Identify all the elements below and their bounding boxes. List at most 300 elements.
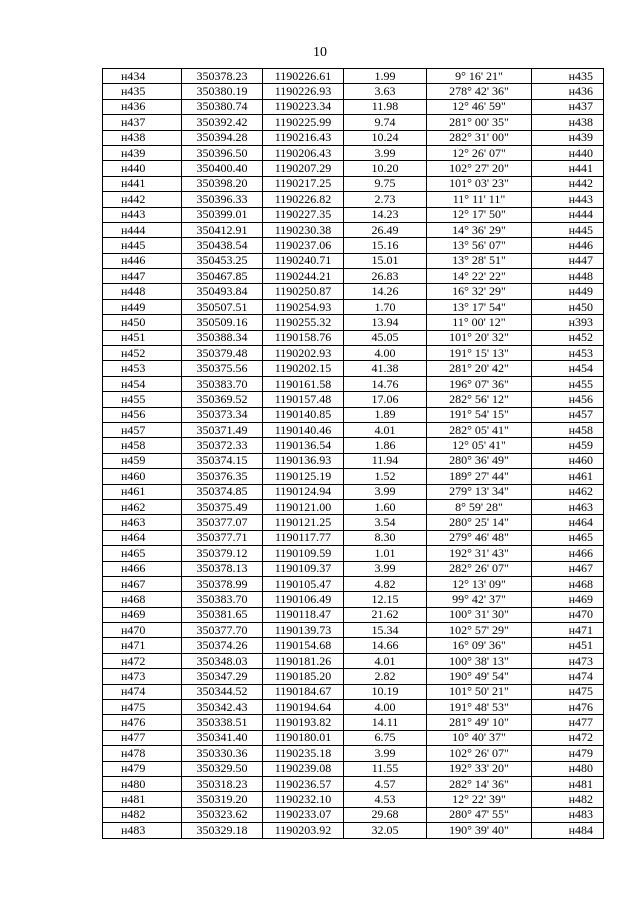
point-from-cell: н470	[103, 623, 182, 638]
point-to-cell: н440	[532, 145, 604, 160]
x-coordinate-cell: 350398.20	[182, 176, 263, 191]
x-coordinate-cell: 350493.84	[182, 284, 263, 299]
direction-angle-cell: 281° 20' 42"	[427, 361, 532, 376]
direction-angle-cell: 16° 32' 29"	[427, 284, 532, 299]
direction-angle-cell: 100° 38' 13"	[427, 653, 532, 668]
point-to-cell: н453	[532, 346, 604, 361]
table-row	[103, 84, 604, 99]
point-from-cell: н435	[103, 84, 182, 99]
length-cell: 29.68	[344, 807, 427, 822]
y-coordinate-cell: 1190226.82	[263, 192, 344, 207]
table-row	[103, 238, 604, 253]
direction-angle-cell: 101° 50' 21"	[427, 684, 532, 699]
y-coordinate-cell: 1190139.73	[263, 623, 344, 638]
direction-angle-cell: 192° 33' 20"	[427, 761, 532, 776]
length-cell: 6.75	[344, 730, 427, 745]
table-row	[103, 315, 604, 330]
x-coordinate-cell: 350396.33	[182, 192, 263, 207]
point-from-cell: н441	[103, 176, 182, 191]
x-coordinate-cell: 350374.85	[182, 484, 263, 499]
point-from-cell: н459	[103, 453, 182, 468]
point-from-cell: н434	[103, 69, 182, 84]
point-from-cell: н481	[103, 792, 182, 807]
length-cell: 17.06	[344, 392, 427, 407]
y-coordinate-cell: 1190140.46	[263, 422, 344, 437]
direction-angle-cell: 13° 28' 51"	[427, 253, 532, 268]
x-coordinate-cell: 350369.52	[182, 392, 263, 407]
direction-angle-cell: 282° 14' 36"	[427, 776, 532, 791]
point-from-cell: н473	[103, 669, 182, 684]
x-coordinate-cell: 350375.49	[182, 499, 263, 514]
table-row	[103, 130, 604, 145]
x-coordinate-cell: 350329.18	[182, 823, 263, 838]
table-row	[103, 700, 604, 715]
table-row	[103, 253, 604, 268]
table-row	[103, 161, 604, 176]
point-to-cell: н463	[532, 499, 604, 514]
table-row	[103, 269, 604, 284]
length-cell: 26.49	[344, 222, 427, 237]
table-row	[103, 499, 604, 514]
direction-angle-cell: 196° 07' 36"	[427, 376, 532, 391]
direction-angle-cell: 190° 39' 40"	[427, 823, 532, 838]
direction-angle-cell: 102° 26' 07"	[427, 746, 532, 761]
length-cell: 11.55	[344, 761, 427, 776]
x-coordinate-cell: 350507.51	[182, 299, 263, 314]
direction-angle-cell: 12° 05' 41"	[427, 438, 532, 453]
point-to-cell: н449	[532, 284, 604, 299]
y-coordinate-cell: 1190109.37	[263, 561, 344, 576]
length-cell: 4.00	[344, 346, 427, 361]
y-coordinate-cell: 1190225.99	[263, 115, 344, 130]
point-to-cell: н476	[532, 700, 604, 715]
point-to-cell: н457	[532, 407, 604, 422]
y-coordinate-cell: 1190157.48	[263, 392, 344, 407]
point-to-cell: н454	[532, 361, 604, 376]
direction-angle-cell: 13° 17' 54"	[427, 299, 532, 314]
direction-angle-cell: 280° 25' 14"	[427, 515, 532, 530]
direction-angle-cell: 278° 42' 36"	[427, 84, 532, 99]
x-coordinate-cell: 350374.26	[182, 638, 263, 653]
y-coordinate-cell: 1190202.93	[263, 346, 344, 361]
point-from-cell: н465	[103, 546, 182, 561]
length-cell: 3.99	[344, 746, 427, 761]
length-cell: 14.66	[344, 638, 427, 653]
y-coordinate-cell: 1190254.93	[263, 299, 344, 314]
point-from-cell: н483	[103, 823, 182, 838]
point-from-cell: н469	[103, 607, 182, 622]
length-cell: 14.76	[344, 376, 427, 391]
length-cell: 15.34	[344, 623, 427, 638]
point-to-cell: н474	[532, 669, 604, 684]
table-row	[103, 607, 604, 622]
x-coordinate-cell: 350380.19	[182, 84, 263, 99]
direction-angle-cell: 282° 56' 12"	[427, 392, 532, 407]
point-to-cell: н441	[532, 161, 604, 176]
y-coordinate-cell: 1190124.94	[263, 484, 344, 499]
direction-angle-cell: 99° 42' 37"	[427, 592, 532, 607]
point-from-cell: н454	[103, 376, 182, 391]
direction-angle-cell: 12° 17' 50"	[427, 207, 532, 222]
table-row	[103, 376, 604, 391]
x-coordinate-cell: 350383.70	[182, 376, 263, 391]
length-cell: 9.75	[344, 176, 427, 191]
x-coordinate-cell: 350380.74	[182, 99, 263, 114]
point-from-cell: н457	[103, 422, 182, 437]
x-coordinate-cell: 350383.70	[182, 592, 263, 607]
point-to-cell: н444	[532, 207, 604, 222]
x-coordinate-cell: 350319.20	[182, 792, 263, 807]
direction-angle-cell: 13° 56' 07"	[427, 238, 532, 253]
x-coordinate-cell: 350329.50	[182, 761, 263, 776]
point-to-cell: н435	[532, 69, 604, 84]
point-from-cell: н442	[103, 192, 182, 207]
x-coordinate-cell: 350467.85	[182, 269, 263, 284]
x-coordinate-cell: 350348.03	[182, 653, 263, 668]
table-row	[103, 422, 604, 437]
length-cell: 4.57	[344, 776, 427, 791]
y-coordinate-cell: 1190217.25	[263, 176, 344, 191]
x-coordinate-cell: 350392.42	[182, 115, 263, 130]
y-coordinate-cell: 1190240.71	[263, 253, 344, 268]
y-coordinate-cell: 1190180.01	[263, 730, 344, 745]
point-to-cell: н481	[532, 776, 604, 791]
length-cell: 3.63	[344, 84, 427, 99]
direction-angle-cell: 191° 54' 15"	[427, 407, 532, 422]
point-from-cell: н478	[103, 746, 182, 761]
direction-angle-cell: 12° 26' 07"	[427, 145, 532, 160]
table-row	[103, 346, 604, 361]
table-row	[103, 361, 604, 376]
point-to-cell: н472	[532, 730, 604, 745]
point-to-cell: н469	[532, 592, 604, 607]
x-coordinate-cell: 350347.29	[182, 669, 263, 684]
table-row	[103, 392, 604, 407]
length-cell: 4.82	[344, 576, 427, 591]
x-coordinate-cell: 350509.16	[182, 315, 263, 330]
x-coordinate-cell: 350399.01	[182, 207, 263, 222]
x-coordinate-cell: 350377.07	[182, 515, 263, 530]
y-coordinate-cell: 1190255.32	[263, 315, 344, 330]
point-to-cell: н461	[532, 469, 604, 484]
x-coordinate-cell: 350388.34	[182, 330, 263, 345]
y-coordinate-cell: 1190193.82	[263, 715, 344, 730]
point-to-cell: н437	[532, 99, 604, 114]
point-from-cell: н471	[103, 638, 182, 653]
y-coordinate-cell: 1190250.87	[263, 284, 344, 299]
coordinates-table-body	[103, 69, 604, 839]
length-cell: 15.01	[344, 253, 427, 268]
direction-angle-cell: 102° 27' 20"	[427, 161, 532, 176]
x-coordinate-cell: 350379.48	[182, 346, 263, 361]
direction-angle-cell: 11° 11' 11"	[427, 192, 532, 207]
length-cell: 1.86	[344, 438, 427, 453]
point-to-cell: н465	[532, 530, 604, 545]
x-coordinate-cell: 350412.91	[182, 222, 263, 237]
table-row	[103, 530, 604, 545]
table-row	[103, 669, 604, 684]
point-from-cell: н438	[103, 130, 182, 145]
length-cell: 4.01	[344, 653, 427, 668]
point-from-cell: н453	[103, 361, 182, 376]
table-row	[103, 484, 604, 499]
point-to-cell: н464	[532, 515, 604, 530]
point-from-cell: н462	[103, 499, 182, 514]
length-cell: 4.53	[344, 792, 427, 807]
point-to-cell: н479	[532, 746, 604, 761]
length-cell: 10.24	[344, 130, 427, 145]
table-row	[103, 730, 604, 745]
point-from-cell: н436	[103, 99, 182, 114]
direction-angle-cell: 279° 13' 34"	[427, 484, 532, 499]
x-coordinate-cell: 350330.36	[182, 746, 263, 761]
y-coordinate-cell: 1190121.00	[263, 499, 344, 514]
table-row	[103, 192, 604, 207]
point-from-cell: н480	[103, 776, 182, 791]
y-coordinate-cell: 1190226.61	[263, 69, 344, 84]
point-from-cell: н446	[103, 253, 182, 268]
direction-angle-cell: 8° 59' 28"	[427, 499, 532, 514]
direction-angle-cell: 9° 16' 21"	[427, 69, 532, 84]
x-coordinate-cell: 350377.71	[182, 530, 263, 545]
length-cell: 3.99	[344, 145, 427, 160]
point-to-cell: н448	[532, 269, 604, 284]
point-to-cell: н477	[532, 715, 604, 730]
table-row	[103, 176, 604, 191]
direction-angle-cell: 101° 03' 23"	[427, 176, 532, 191]
x-coordinate-cell: 350378.13	[182, 561, 263, 576]
point-from-cell: н443	[103, 207, 182, 222]
point-from-cell: н476	[103, 715, 182, 730]
length-cell: 11.94	[344, 453, 427, 468]
table-row	[103, 222, 604, 237]
point-from-cell: н463	[103, 515, 182, 530]
table-row	[103, 684, 604, 699]
point-from-cell: н458	[103, 438, 182, 453]
table-row	[103, 592, 604, 607]
point-from-cell: н445	[103, 238, 182, 253]
length-cell: 14.23	[344, 207, 427, 222]
direction-angle-cell: 16° 09' 36"	[427, 638, 532, 653]
point-from-cell: н448	[103, 284, 182, 299]
y-coordinate-cell: 1190121.25	[263, 515, 344, 530]
direction-angle-cell: 281° 49' 10"	[427, 715, 532, 730]
point-from-cell: н466	[103, 561, 182, 576]
table-row	[103, 576, 604, 591]
table-row	[103, 145, 604, 160]
length-cell: 15.16	[344, 238, 427, 253]
x-coordinate-cell: 350371.49	[182, 422, 263, 437]
table-row	[103, 776, 604, 791]
x-coordinate-cell: 350374.15	[182, 453, 263, 468]
y-coordinate-cell: 1190227.35	[263, 207, 344, 222]
length-cell: 14.26	[344, 284, 427, 299]
table-row	[103, 546, 604, 561]
point-to-cell: н451	[532, 638, 604, 653]
direction-angle-cell: 281° 00' 35"	[427, 115, 532, 130]
point-to-cell: н471	[532, 623, 604, 638]
table-row	[103, 715, 604, 730]
point-to-cell: н480	[532, 761, 604, 776]
table-row	[103, 761, 604, 776]
point-from-cell: н477	[103, 730, 182, 745]
length-cell: 8.30	[344, 530, 427, 545]
table-row	[103, 438, 604, 453]
x-coordinate-cell: 350341.40	[182, 730, 263, 745]
point-to-cell: н466	[532, 546, 604, 561]
length-cell: 4.01	[344, 422, 427, 437]
y-coordinate-cell: 1190239.08	[263, 761, 344, 776]
point-from-cell: н482	[103, 807, 182, 822]
length-cell: 3.99	[344, 484, 427, 499]
direction-angle-cell: 279° 46' 48"	[427, 530, 532, 545]
table-row	[103, 330, 604, 345]
x-coordinate-cell: 350438.54	[182, 238, 263, 253]
point-to-cell: н458	[532, 422, 604, 437]
direction-angle-cell: 282° 05' 41"	[427, 422, 532, 437]
y-coordinate-cell: 1190194.64	[263, 700, 344, 715]
y-coordinate-cell: 1190125.19	[263, 469, 344, 484]
x-coordinate-cell: 350381.65	[182, 607, 263, 622]
x-coordinate-cell: 350372.33	[182, 438, 263, 453]
direction-angle-cell: 102° 57' 29"	[427, 623, 532, 638]
length-cell: 12.15	[344, 592, 427, 607]
table-row	[103, 638, 604, 653]
y-coordinate-cell: 1190230.38	[263, 222, 344, 237]
direction-angle-cell: 282° 26' 07"	[427, 561, 532, 576]
length-cell: 1.89	[344, 407, 427, 422]
table-row	[103, 623, 604, 638]
x-coordinate-cell: 350400.40	[182, 161, 263, 176]
point-from-cell: н472	[103, 653, 182, 668]
y-coordinate-cell: 1190244.21	[263, 269, 344, 284]
x-coordinate-cell: 350379.12	[182, 546, 263, 561]
point-to-cell: н460	[532, 453, 604, 468]
point-to-cell: н456	[532, 392, 604, 407]
point-from-cell: н475	[103, 700, 182, 715]
direction-angle-cell: 282° 31' 00"	[427, 130, 532, 145]
y-coordinate-cell: 1190223.34	[263, 99, 344, 114]
direction-angle-cell: 192° 31' 43"	[427, 546, 532, 561]
y-coordinate-cell: 1190158.76	[263, 330, 344, 345]
y-coordinate-cell: 1190161.58	[263, 376, 344, 391]
point-to-cell: н475	[532, 684, 604, 699]
y-coordinate-cell: 1190106.49	[263, 592, 344, 607]
direction-angle-cell: 14° 36' 29"	[427, 222, 532, 237]
point-from-cell: н450	[103, 315, 182, 330]
direction-angle-cell: 12° 22' 39"	[427, 792, 532, 807]
direction-angle-cell: 191° 15' 13"	[427, 346, 532, 361]
point-to-cell: н470	[532, 607, 604, 622]
table-row	[103, 653, 604, 668]
table-row	[103, 299, 604, 314]
y-coordinate-cell: 1190136.93	[263, 453, 344, 468]
table-row	[103, 746, 604, 761]
length-cell: 1.70	[344, 299, 427, 314]
x-coordinate-cell: 350342.43	[182, 700, 263, 715]
x-coordinate-cell: 350377.70	[182, 623, 263, 638]
point-to-cell: н473	[532, 653, 604, 668]
x-coordinate-cell: 350394.28	[182, 130, 263, 145]
y-coordinate-cell: 1190216.43	[263, 130, 344, 145]
point-from-cell: н474	[103, 684, 182, 699]
x-coordinate-cell: 350373.34	[182, 407, 263, 422]
coordinates-table	[102, 68, 604, 839]
length-cell: 32.05	[344, 823, 427, 838]
table-row	[103, 515, 604, 530]
x-coordinate-cell: 350453.25	[182, 253, 263, 268]
length-cell: 26.83	[344, 269, 427, 284]
y-coordinate-cell: 1190184.67	[263, 684, 344, 699]
y-coordinate-cell: 1190154.68	[263, 638, 344, 653]
y-coordinate-cell: 1190233.07	[263, 807, 344, 822]
point-from-cell: н451	[103, 330, 182, 345]
length-cell: 45.05	[344, 330, 427, 345]
point-to-cell: н482	[532, 792, 604, 807]
y-coordinate-cell: 1190206.43	[263, 145, 344, 160]
length-cell: 41.38	[344, 361, 427, 376]
y-coordinate-cell: 1190118.47	[263, 607, 344, 622]
y-coordinate-cell: 1190236.57	[263, 776, 344, 791]
y-coordinate-cell: 1190185.20	[263, 669, 344, 684]
direction-angle-cell: 14° 22' 22"	[427, 269, 532, 284]
x-coordinate-cell: 350318.23	[182, 776, 263, 791]
point-to-cell: н445	[532, 222, 604, 237]
length-cell: 1.99	[344, 69, 427, 84]
point-from-cell: н468	[103, 592, 182, 607]
direction-angle-cell: 11° 00' 12"	[427, 315, 532, 330]
y-coordinate-cell: 1190203.92	[263, 823, 344, 838]
direction-angle-cell: 10° 40' 37"	[427, 730, 532, 745]
y-coordinate-cell: 1190117.77	[263, 530, 344, 545]
direction-angle-cell: 101° 20' 32"	[427, 330, 532, 345]
direction-angle-cell: 189° 27' 44"	[427, 469, 532, 484]
point-from-cell: н439	[103, 145, 182, 160]
y-coordinate-cell: 1190235.18	[263, 746, 344, 761]
length-cell: 10.20	[344, 161, 427, 176]
point-from-cell: н456	[103, 407, 182, 422]
page-number: 10	[313, 45, 327, 60]
length-cell: 9.74	[344, 115, 427, 130]
table-row	[103, 284, 604, 299]
length-cell: 2.82	[344, 669, 427, 684]
y-coordinate-cell: 1190140.85	[263, 407, 344, 422]
point-to-cell: н468	[532, 576, 604, 591]
point-from-cell: н467	[103, 576, 182, 591]
table-row	[103, 207, 604, 222]
length-cell: 3.99	[344, 561, 427, 576]
point-from-cell: н452	[103, 346, 182, 361]
x-coordinate-cell: 350376.35	[182, 469, 263, 484]
point-to-cell: н438	[532, 115, 604, 130]
length-cell: 2.73	[344, 192, 427, 207]
x-coordinate-cell: 350378.23	[182, 69, 263, 84]
table-row	[103, 69, 604, 84]
table-row	[103, 407, 604, 422]
point-to-cell: н447	[532, 253, 604, 268]
x-coordinate-cell: 350375.56	[182, 361, 263, 376]
y-coordinate-cell: 1190109.59	[263, 546, 344, 561]
length-cell: 4.00	[344, 700, 427, 715]
length-cell: 10.19	[344, 684, 427, 699]
point-to-cell: н446	[532, 238, 604, 253]
table-row	[103, 453, 604, 468]
point-to-cell: н467	[532, 561, 604, 576]
x-coordinate-cell: 350338.51	[182, 715, 263, 730]
length-cell: 13.94	[344, 315, 427, 330]
point-from-cell: н440	[103, 161, 182, 176]
point-from-cell: н464	[103, 530, 182, 545]
